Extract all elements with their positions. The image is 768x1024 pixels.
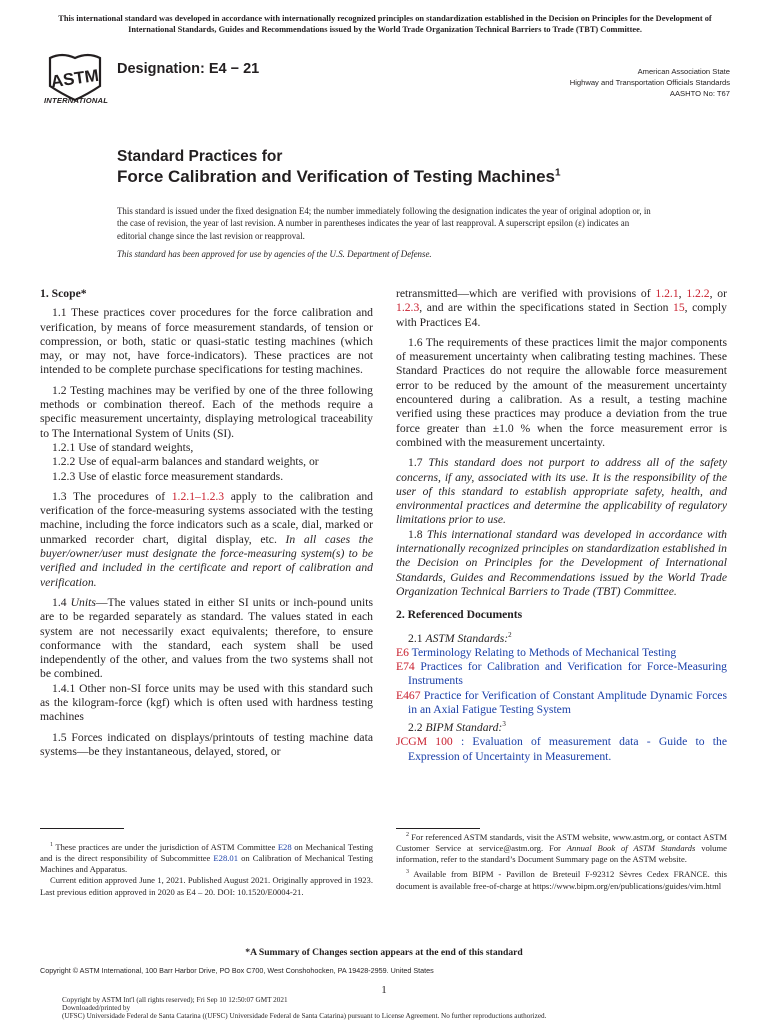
footnote-1-b: on Mechanical Testing and is the direct responsibility of Subcommittee (40, 841, 373, 864)
page-number: 1 (381, 984, 387, 996)
ref-code-jcgm100[interactable]: JCGM 100 (396, 735, 453, 749)
ref-title-jcgm100[interactable]: : Evaluation of measurement data - Guide to the Expression of Uncertainty in Measurement. (408, 735, 727, 763)
para-1-3-body: apply to the calibration and verification of the force-measuring systems associated with the testing machine, including the force indicators such as a scale, dial, marked or unmarked recorder chart, digital display, etc. (40, 489, 373, 546)
aashto-line1: American Association State (637, 67, 730, 76)
footnote-1-a: These practices are under the jurisdiction of ASTM Committee (53, 841, 278, 852)
para-1-5-cont-c: , comply with Practices E4. (396, 301, 727, 329)
footnote-3 (396, 867, 727, 891)
para-1-4 (40, 596, 373, 682)
summary-of-changes-note: *A Summary of Changes section appears at the end of this standard (245, 947, 523, 958)
ref-code-e6[interactable]: E6 (396, 645, 409, 659)
footnote-3-mark: 3 (406, 869, 409, 876)
committee-link-e28[interactable]: E28 (277, 841, 292, 852)
footnote-2-italic: Annual Book of ASTM Standards (566, 843, 696, 854)
footnote-2 (396, 830, 727, 865)
ref-title-e467[interactable]: Practice for Verification of Constant Amplitude Dynamic Forces in an Axial Fatigue Testing System (408, 688, 727, 716)
section-link-1-2-3[interactable]: 1.2.3 (396, 301, 420, 315)
section-link-1-2-2[interactable]: 1.2.2 (686, 287, 710, 300)
footnote-1-c: on Calibration of Mechanical Testing Machines and Apparatus. (40, 853, 373, 875)
download-stamp (62, 996, 546, 1020)
astm-footnote-mark: 2 (508, 630, 512, 639)
aashto-block (570, 66, 730, 99)
para-1-2-3: 1.2.3 Use of elastic force measurement standards. (52, 469, 284, 483)
para-1-3-lead: 1.3 The procedures of (52, 489, 172, 503)
title-footnote-mark: 1 (554, 167, 561, 179)
standard-notice: This international standard was developed in accordance with internationally recognized principles on standardization established in the Decision on Principles for the Development of International Standards, Guides and Recommendations issued by the World Trade Organization Technical Barriers to Trade (TBT) Committee. (58, 14, 712, 34)
footnotes-right (396, 830, 727, 892)
left-column (40, 287, 373, 765)
para-1-7 (396, 456, 727, 527)
astm-standards-text: ASTM Standards: (425, 631, 509, 645)
intro-paragraph: This standard is issued under the fixed designation E4; the number immediately following the designation indicates the year of original adoption or, in the case of revision, the year of last revision. A number in parentheses indicates the year of last reapproval. A superscript epsilon (ε) indicates an editorial change since the last revision or reapproval. (117, 206, 651, 241)
section-link-1-2-1-to-1-2-3[interactable]: 1.2.1–1.2.3 (171, 489, 225, 503)
para-1-7-italic: This standard does not purport to address all of the safety concerns, if any, associated with its use. It is the responsibility of the user of this standard to establish appropriate safety, health, and environmental practices and determine the applicability of regulatory limitations prior to use. (396, 456, 728, 527)
footnote-2-b: volume information, refer to the standard’s Document Summary page on the ASTM website. (396, 843, 727, 865)
ref-item-e467[interactable] (396, 689, 727, 718)
right-column (396, 287, 727, 764)
download-line3: (UFSC) Universidade Federal de Santa Catarina ((UFSC) Universidade Federal de Santa Catarina) pursuant to License Agreement. No further reproductions authorized. (62, 1012, 547, 1020)
para-1-4-num: 1.4 (52, 595, 71, 609)
ref-item-jcgm100[interactable] (396, 735, 727, 764)
ref-title-e6[interactable]: Terminology Relating to Methods of Mechanical Testing (411, 645, 677, 659)
footnotes-left (40, 840, 373, 898)
astm-standards-label (396, 628, 727, 646)
bipm-standard-num: 2.2 (408, 721, 426, 735)
para-1-5: 1.5 Forces indicated on displays/printouts of testing machine data systems—be they instantaneous, delayed, stored, or (40, 730, 373, 758)
logo-subtitle: INTERNATIONAL (44, 96, 109, 105)
para-1-5-cont-b: , and are within the specifications stated in Section (419, 301, 673, 315)
footnote-rule-left (40, 828, 124, 829)
para-1-5-continued (396, 287, 727, 330)
footnote-1-mark: 1 (50, 842, 53, 848)
copyright-line: Copyright © ASTM International, 100 Barr Harbor Drive, PO Box C700, West Conshohocken, PA 19428-2959. United States (40, 966, 434, 975)
footnote-2-a: For referenced ASTM standards, visit the ASTM website, www.astm.org, or contact ASTM Customer Service at service@astm.org. For (396, 831, 727, 854)
title-prefix: Standard Practices for (117, 148, 283, 165)
approval-statement: This standard has been approved for use by agencies of the U.S. Department of Defense. (117, 249, 432, 259)
ref-code-e467[interactable]: E467 (396, 688, 421, 702)
para-1-2-1: 1.2.1 Use of standard weights, (52, 440, 194, 454)
section-link-1-2-1[interactable]: 1.2.1 (655, 287, 679, 300)
para-1-6: 1.6 The requirements of these practices limit the major components of measurement uncertainty when calibrating testing machines. These Standard Practices do not require the allowable force measurement error to be reduced by the amount of the measurement uncertainty encountered during a calibration. As a result, a testing machine verified using these practices may produce a deviation from the true force greater than ±1.0 % when the force measurement error is combined with the measurement uncertainty. (396, 335, 727, 449)
bipm-footnote-mark: 3 (502, 720, 506, 729)
para-1-8-num: 1.8 (408, 527, 427, 541)
footnote-3-text: Available from BIPM - Pavillon de Breteuil F-92312 Sèvres Cedex FRANCE. this document is available free-of-charge at https://www.bipm.org/en/publications/guides/vim.html (396, 869, 727, 891)
para-1-4-units: Units (70, 595, 96, 609)
para-1-3 (40, 490, 373, 590)
footnote-rule-right (396, 828, 480, 829)
ref-item-e74[interactable] (396, 660, 727, 689)
footnote-2-mark: 2 (406, 832, 409, 838)
para-1-4-1: 1.4.1 Other non-SI force units may be used with this standard such as the kilogram-force (kgf) which is often used with hardness testing machines (40, 681, 373, 724)
para-1-1: 1.1 These practices cover procedures for the force calibration and verification, by means of force measurement standards, of tension or compression, or both, static or quasi-static testing machines (which may, or may not, have force-indicators). These practices are not intended to be complete purchase specifications for testing machines. (40, 306, 373, 377)
bipm-standard-label (396, 717, 727, 735)
para-1-8-italic: This international standard was developed in accordance with internationally recognized principles on standardization established in the Decision on Principles for the Development of International Standards, Guides and Recommendations issued by the World Trade Organization Technical Barriers to Trade (TBT) Committee. (396, 527, 728, 598)
ref-title-e74[interactable]: Practices for Calibration and Verification for Force-Measuring Instruments (408, 660, 727, 688)
para-1-2-2: 1.2.2 Use of equal-arm balances and standard weights, or (52, 455, 319, 469)
sep-1: , (678, 287, 687, 300)
title-text: Force Calibration and Verification of Testing Machines (117, 167, 555, 186)
ref-item-e6[interactable] (396, 646, 727, 660)
svg-text:ASTM: ASTM (49, 65, 100, 92)
designation: Designation: E4 − 21 (117, 61, 260, 77)
bipm-standard-text: BIPM Standard: (425, 721, 503, 735)
ref-code-e74[interactable]: E74 (396, 660, 415, 673)
para-1-3-italic: In all cases the buyer/owner/user must designate the force-measuring system(s) to be verified and included in the certificate and report of calibration and verification. (40, 532, 373, 589)
para-1-8 (396, 528, 727, 599)
sep-2: , or (709, 287, 727, 300)
footnote-1 (40, 840, 373, 875)
footnote-1-edition: Current edition approved June 1, 2021. Published August 2021. Originally approved in 1923. Last previous edition approved in 2020 as E4 – 20. DOI: 10.1520/E0004-21. (40, 875, 373, 897)
para-1-2: 1.2 Testing machines may be verified by one of the three following methods or combination thereof. Each of the methods require a specific measurement uncertainty, displaying metrological traceability to The International System of Units (SI). (40, 383, 373, 440)
para-1-4-body: —The values stated in either SI units or inch-pound units are to be regarded separately as standard. The values stated in each system are not necessarily exact equivalents; therefore, to ensure conformance with the standard, each system shall be used independently of the other, and values from the two systems shall not be combined. (40, 595, 373, 681)
aashto-line2: Highway and Transportation Officials Standards (569, 78, 730, 87)
para-1-7-num: 1.7 (408, 456, 429, 470)
page-title (117, 167, 561, 187)
subcommittee-link-e28-01[interactable]: E28.01 (213, 853, 239, 864)
download-line2: Downloaded/printed by (62, 1004, 131, 1012)
astm-standards-num: 2.1 (408, 631, 426, 645)
astm-logo (40, 50, 110, 108)
referenced-docs-heading: 2. Referenced Documents (396, 608, 523, 622)
download-line1: Copyright by ASTM Int'l (all rights reserved); Fri Sep 10 12:50:07 GMT 2021 (62, 996, 288, 1004)
aashto-line3: AASHTO No: T67 (669, 89, 730, 98)
para-1-5-cont-a: retransmitted—which are verified with provisions of (396, 287, 656, 300)
section-link-15[interactable]: 15 (673, 301, 685, 315)
scope-heading: 1. Scope* (40, 287, 87, 300)
